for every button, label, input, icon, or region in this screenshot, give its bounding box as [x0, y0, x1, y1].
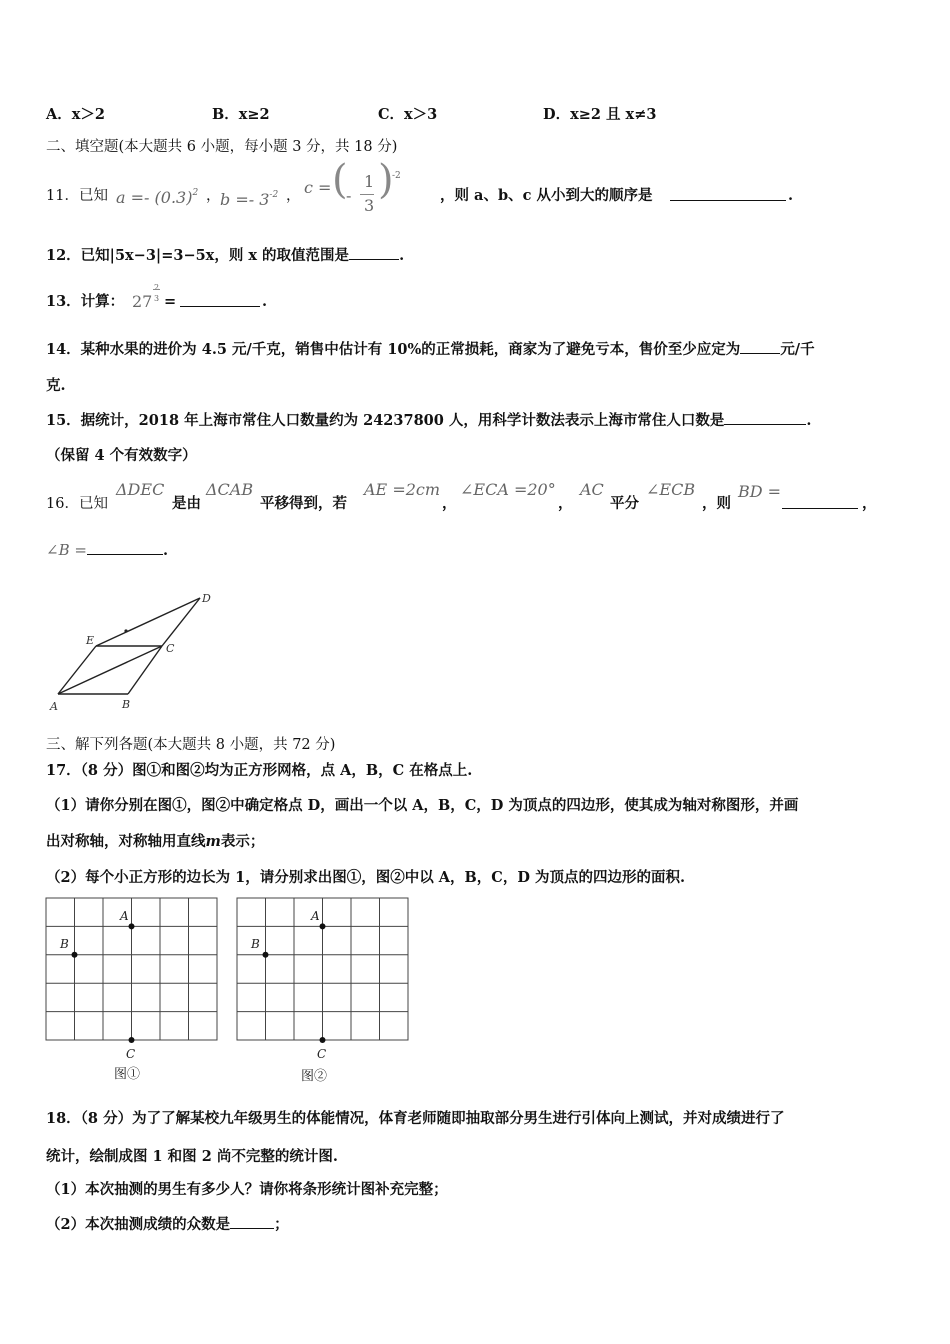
q16-ecb: ∠ECB: [646, 480, 696, 499]
q16-comma-3: ，: [862, 495, 877, 512]
q15-line2: （保留 4 个有效数字）: [46, 447, 197, 464]
q11-sep-2: ，: [286, 188, 301, 204]
q14-answer-blank[interactable]: [740, 339, 780, 354]
q18-p2: [46, 1214, 289, 1235]
q18-p2-end: ；: [274, 1216, 289, 1233]
grid-2-point-a: [320, 923, 326, 929]
q12-end: .: [399, 247, 405, 264]
grid-1-label-c: C: [126, 1047, 136, 1061]
grid-figure-1: [44, 896, 220, 1092]
label-e: E: [86, 634, 95, 647]
q16-mid4: ，则: [702, 495, 731, 512]
grid-2-point-c: [320, 1037, 326, 1043]
q18-p2-text: （2）本次抽测成绩的众数是: [46, 1216, 231, 1233]
q13-answer-blank[interactable]: [180, 292, 260, 307]
grid-1-point-b: [72, 952, 78, 958]
q13-exp-den: 3: [154, 294, 160, 303]
grid-2-label-c: C: [317, 1047, 327, 1061]
segment-cd: [162, 598, 200, 646]
q18-line1: 18．（8 分）为了了解某校九年级男生的体能情况，体育老师随即抽取部分男生进行引体向上测试，并对成绩进行了: [46, 1110, 785, 1127]
q13-exp-num: 2: [154, 283, 160, 292]
q14-line2: 克.: [46, 377, 66, 394]
q16-dec: ΔDEC: [116, 480, 165, 499]
grid-1-point-a: [129, 923, 135, 929]
q18-p1: （1）本次抽测的男生有多少人？请你将条形统计图补充完整；: [46, 1181, 448, 1198]
q11-c-exp: -2: [392, 171, 401, 181]
q12-text: 12．已知|5x−3|=3−5x，则 x 的取值范围是: [46, 247, 350, 264]
grid-2-caption: 图②: [301, 1069, 328, 1084]
q15-answer-blank[interactable]: [724, 410, 806, 425]
q17-p1-line2b: 表示；: [220, 833, 265, 850]
segment-ed: [96, 598, 200, 646]
q11-sep-1: ，: [206, 188, 221, 204]
q17-p1-m: m: [205, 833, 221, 850]
q11-c-lhs: c =: [304, 178, 332, 197]
q16-mid3: 平分: [610, 495, 639, 512]
question-16: [46, 478, 906, 518]
question-12: [46, 245, 404, 266]
q13-prefix: 13．计算：: [46, 293, 125, 310]
label-d: D: [202, 592, 211, 605]
label-a: A: [50, 700, 58, 713]
grid-1-caption: 图①: [114, 1067, 141, 1082]
q11-c-den: 3: [364, 196, 375, 215]
grid-1-label-a: A: [120, 909, 129, 923]
figure-dot: [124, 629, 127, 632]
q11-suffix: ，则 a、b、c 从小到大的顺序是: [440, 187, 653, 204]
q14-line1: 14．某种水果的进价为 4.5 元/千克，销售中估计有 10%的正常损耗，商家为了避免亏本，售价至少应定为: [46, 341, 741, 358]
q16-mid2: 平移得到，若: [260, 495, 347, 512]
q13-eq: =: [164, 293, 177, 310]
grid-1-point-c: [129, 1037, 135, 1043]
grid-2-label-a: A: [311, 909, 320, 923]
q16-angle-b-blank[interactable]: [87, 540, 163, 555]
grid-1-label-b: B: [60, 937, 69, 951]
q17-p1-line2: [46, 832, 264, 852]
q15-end: .: [806, 412, 812, 429]
q16-bd: BD =: [738, 482, 782, 501]
q16-mid1: 是由: [172, 495, 201, 512]
option-d: D．x≥2 且 x≠3: [543, 106, 657, 123]
q16-cab: ΔCAB: [206, 480, 254, 499]
question-15: [46, 410, 811, 431]
option-c: C．x＞3: [378, 106, 438, 123]
q17-p1-line2a: 出对称轴，对称轴用直线: [46, 833, 206, 850]
segment-ae: [58, 646, 96, 694]
q16-ae: AE =2cm: [364, 480, 441, 499]
q15-line1: 15．据统计，2018 年上海市常住人口数量约为 24237800 人，用科学计数法表示上海市常住人口数是: [46, 412, 725, 429]
q16-prefix: 16．已知: [46, 496, 108, 512]
grid-2-point-b: [263, 952, 269, 958]
q12-answer-blank[interactable]: [349, 245, 399, 260]
q11-c-expr: c = ( - 1 3 ) -2: [304, 157, 401, 215]
q17-head: 17．（8 分）图①和图②均为正方形网格，点 A，B，C 在格点上.: [46, 762, 473, 779]
label-b: B: [122, 698, 131, 711]
q18-line2: 统计，绘制成图 1 和图 2 尚不完整的统计图.: [46, 1148, 338, 1165]
q14-unit: 元/千: [780, 341, 815, 358]
q16-bd-blank[interactable]: [782, 494, 858, 509]
q16-line2: [46, 540, 168, 561]
q13-base: 27: [132, 292, 153, 311]
q16-comma-2: ，: [558, 495, 573, 512]
grid-figure-2: [235, 896, 411, 1092]
q11-c-minus: -: [346, 186, 352, 205]
segment-ac: [58, 646, 162, 694]
q11-prefix: 11．已知: [46, 188, 108, 204]
label-c: C: [166, 642, 175, 655]
q16-end: .: [162, 542, 168, 559]
option-a: A．x＞2: [46, 106, 105, 123]
q17-p1-line1: （1）请你分别在图①，图②中确定格点 D，画出一个以 A，B，C，D 为顶点的四边形，使其成为轴对称图形，并画: [46, 797, 799, 814]
q16-ac: AC: [580, 480, 604, 499]
q11-b-expr: $b =- 3^{-2}$: [220, 190, 279, 209]
question-14: [46, 339, 815, 360]
q11-c-num: 1: [364, 172, 375, 191]
q16-eca: ∠ECA =20°: [460, 480, 556, 499]
q16-comma-1: ，: [442, 495, 457, 512]
q11-end: .: [788, 187, 794, 204]
parallelogram-figure: [44, 586, 224, 714]
option-b: B．x≥2: [212, 106, 270, 123]
q13-end: .: [262, 293, 268, 310]
section3-title: 三、解下列各题(本大题共 8 小题，共 72 分): [46, 737, 336, 753]
section2-title: 二、填空题(本大题共 6 小题，每小题 3 分，共 18 分): [46, 139, 398, 155]
q18-answer-blank[interactable]: [230, 1214, 274, 1229]
q11-a-expr: $a =- (0.3)^2$: [116, 188, 199, 207]
q17-p2: （2）每个小正方形的边长为 1，请分别求出图①，图②中以 A，B，C，D 为顶点的四边形的面积.: [46, 869, 685, 886]
q16-angle-b: ∠B =: [46, 541, 87, 559]
grid-2-label-b: B: [251, 937, 260, 951]
q11-answer-blank[interactable]: [670, 186, 786, 201]
